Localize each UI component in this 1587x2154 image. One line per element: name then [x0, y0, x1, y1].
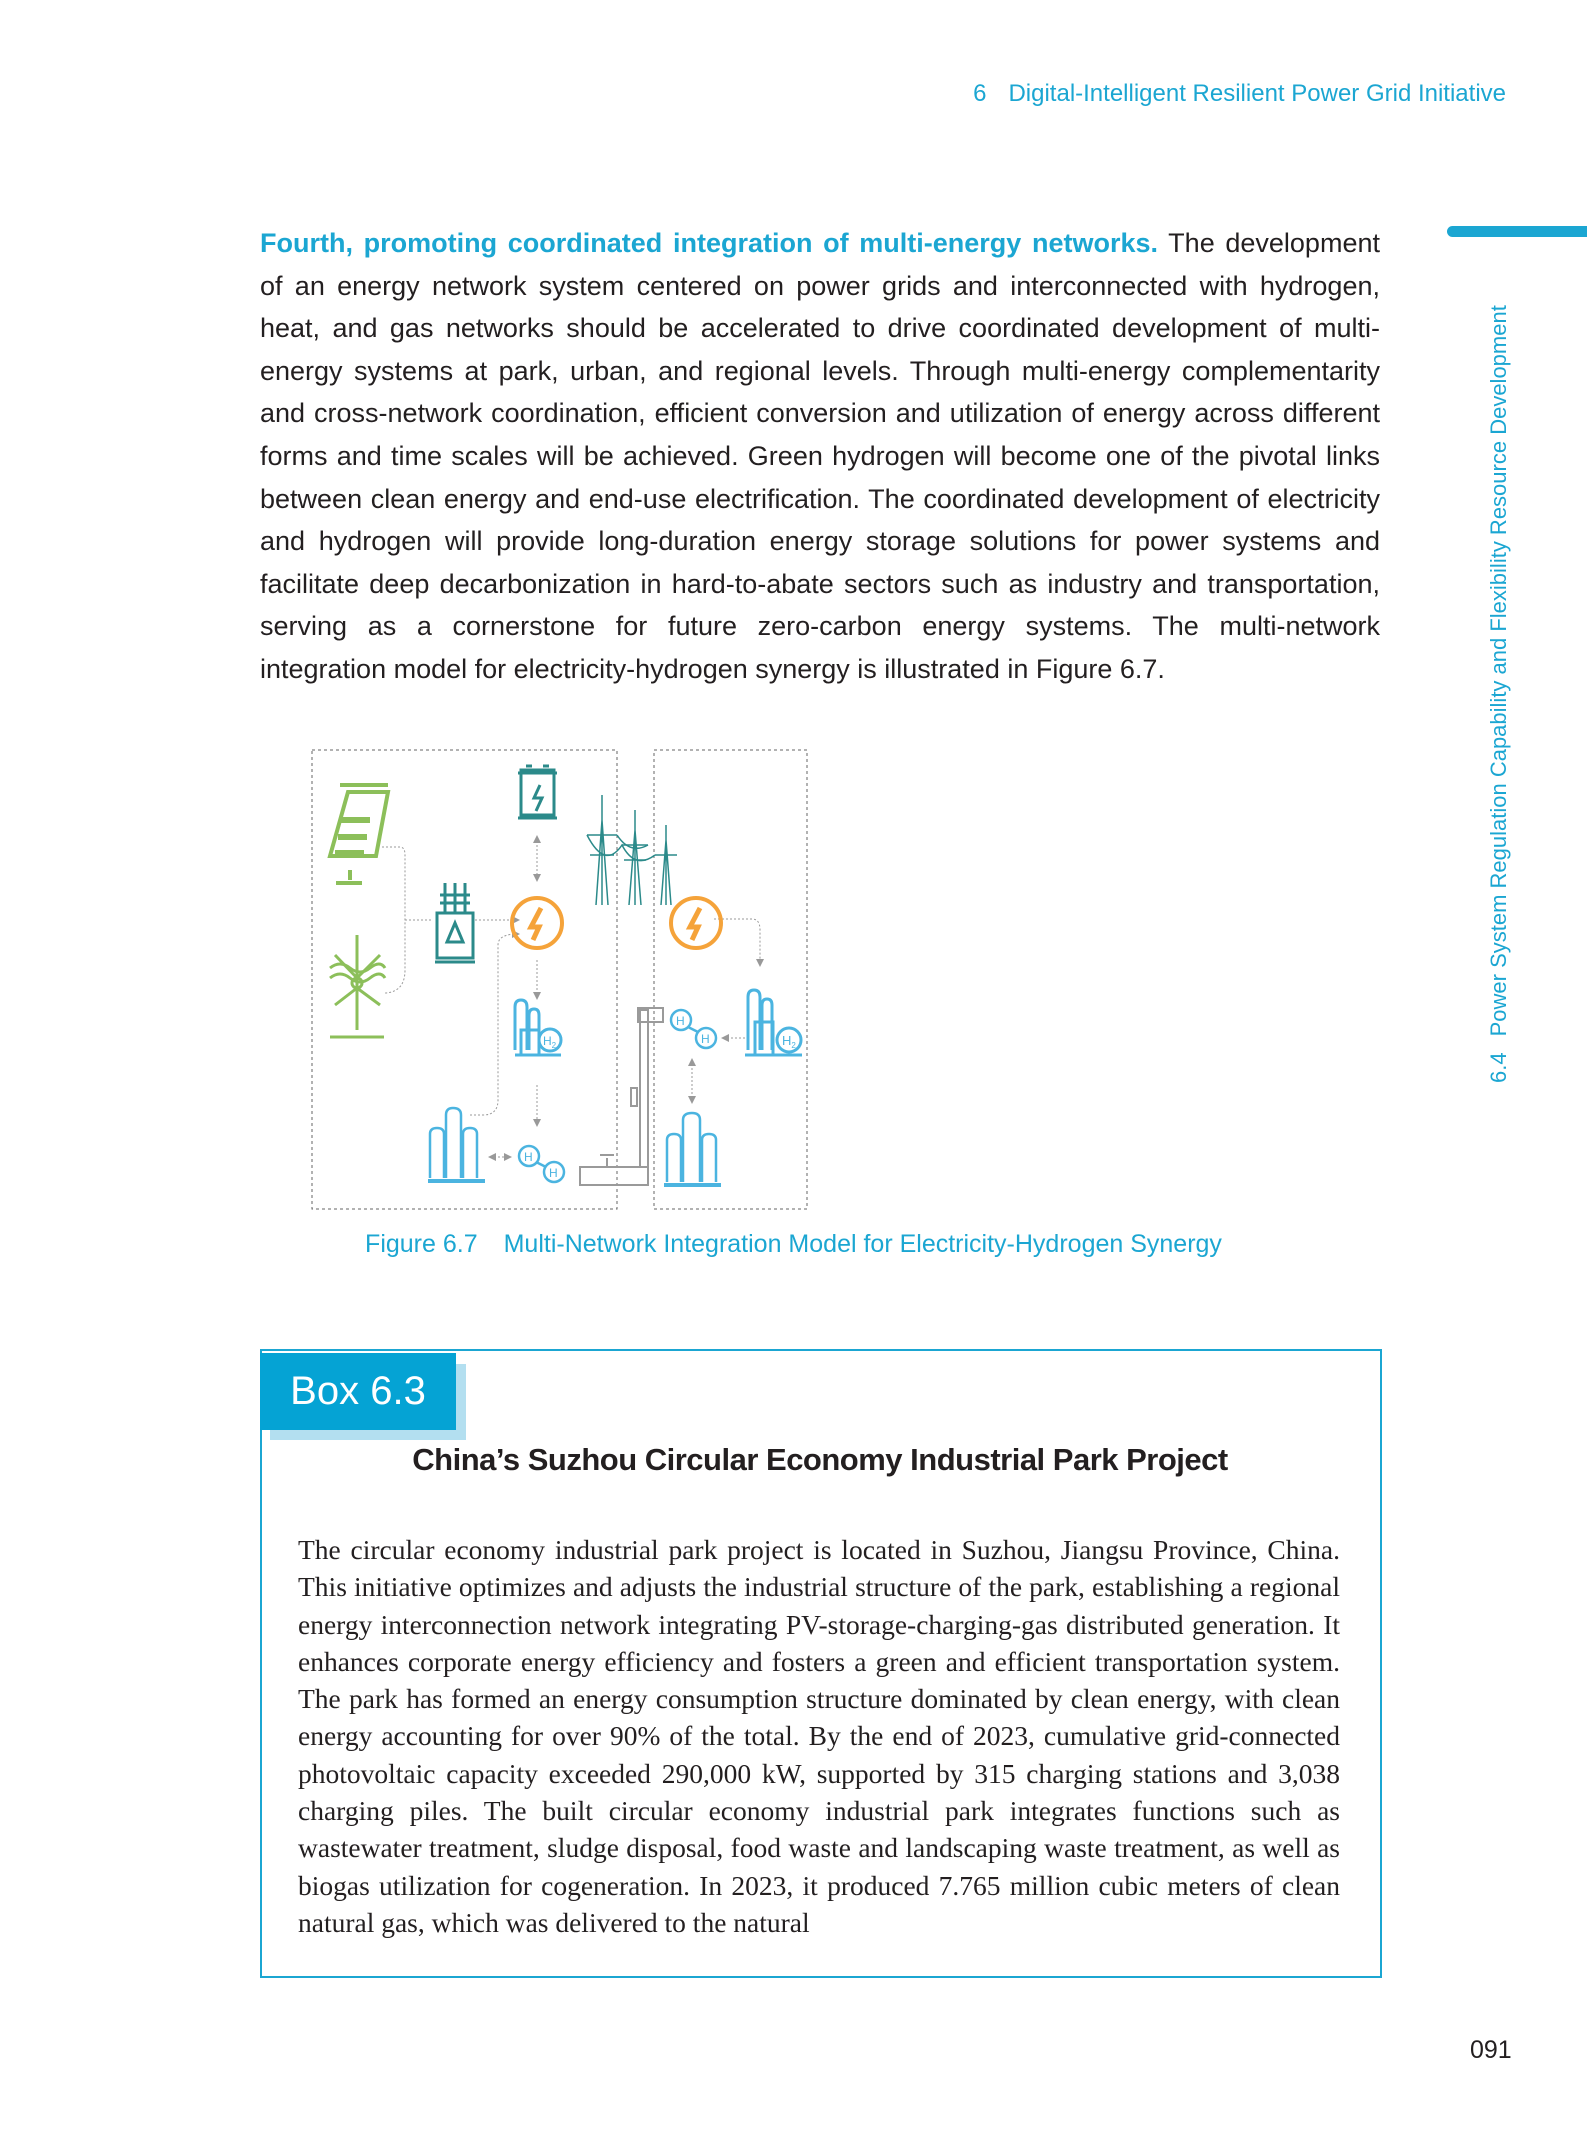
transformer-icon	[435, 883, 475, 962]
gas-pipeline-icon	[580, 1008, 663, 1185]
h-label: H	[549, 1166, 558, 1180]
chapter-title: Digital-Intelligent Resilient Power Grid Initiative	[1008, 80, 1506, 107]
h2-label	[782, 1033, 796, 1050]
flow-connectors	[382, 837, 760, 1157]
running-header	[973, 80, 1506, 108]
paragraph-lead: Fourth, promoting coordinated integration of multi-energy networks.	[260, 228, 1158, 258]
box-tag: Box 6.3	[260, 1353, 456, 1430]
h-label: H	[701, 1032, 710, 1046]
power-hub-icon	[671, 898, 721, 948]
box-body-text: The circular economy industrial park project is located in Suzhou, Jiangsu Province, China. This initiative optimizes and adjusts the industrial structure of the park, establishing a regional energy interconnection network integrating PV-storage-charging-gas distributed generation. It enhances corporate energy efficiency and fosters a green and efficient transportation system. The park has formed an energy consumption structure dominated by clean energy, with clean energy accounting for over 90% of the total. By the end of 2023, cumulative grid-connected photovoltaic capacity exceeded 290,000 kW, supported by 315 charging stations and 3,038 charging piles. The built circular economy industrial park integrates functions such as wastewater treatment, sludge disposal, food waste and landscaping waste treatment, as well as biogas utilization for cogeneration. In 2023, it produced 7.765 million cubic meters of clean natural gas, which was delivered to the natural	[298, 1534, 1340, 1938]
transmission-towers-icon	[587, 795, 677, 905]
power-hub-icon	[512, 898, 562, 948]
figure-title: Multi-Network Integration Model for Electricity-Hydrogen Synergy	[503, 1230, 1222, 1258]
h-label: H	[524, 1150, 533, 1164]
chapter-number: 6	[973, 80, 987, 107]
electricity-hydrogen-diagram	[300, 730, 1350, 1230]
section-side-tab	[1486, 305, 1512, 1083]
figure-number: Figure 6.7	[365, 1230, 478, 1258]
battery-storage-icon	[518, 766, 557, 818]
paragraph-text: The development of an energy network system centered on power grids and interconnected with hydrogen, heat, and gas networks should be accelerated to drive coordinated development of multi-energy systems at park, urban, and regional levels. Through multi-energy complementarity and cross-network coordination, efficient conversion and utilization of energy across different forms and time scales will be achieved. Green hydrogen will become one of the pivotal links between clean energy and end-use electrification. The coordinated development of electricity and hydrogen will provide long-duration energy storage solutions for power systems and facilitate deep decarbonization in hard-to-abate sectors such as industry and transportation, serving as a cornerstone for future zero-carbon energy systems. The multi-network integration model for electricity-hydrogen synergy is illustrated in Figure 6.7.	[260, 228, 1380, 684]
section-number: 6.4	[1486, 1052, 1511, 1083]
hydrogen-storage-tanks-icon	[428, 1108, 485, 1181]
h2-letter: H	[543, 1034, 552, 1048]
h2-subscript: 2	[791, 1041, 796, 1050]
section-tab-bar	[1447, 226, 1587, 237]
h2-subscript: 2	[551, 1041, 557, 1050]
right-region-frame	[654, 750, 807, 1209]
box-title: China’s Suzhou Circular Economy Industrial Park Project	[412, 1442, 1228, 1477]
page-number: 091	[1470, 2036, 1512, 2064]
solar-panel-icon	[330, 785, 388, 883]
hydrogen-storage-tanks-icon	[664, 1113, 721, 1185]
h2-letter: H	[782, 1033, 792, 1048]
h-label: H	[676, 1014, 685, 1028]
section-title: Power System Regulation Capability and Flexibility Resource Development	[1486, 305, 1511, 1037]
figure-caption	[0, 1230, 1587, 1259]
h2-label	[543, 1034, 557, 1050]
body-paragraph	[260, 222, 1380, 691]
wind-turbine-icon	[330, 935, 385, 1037]
